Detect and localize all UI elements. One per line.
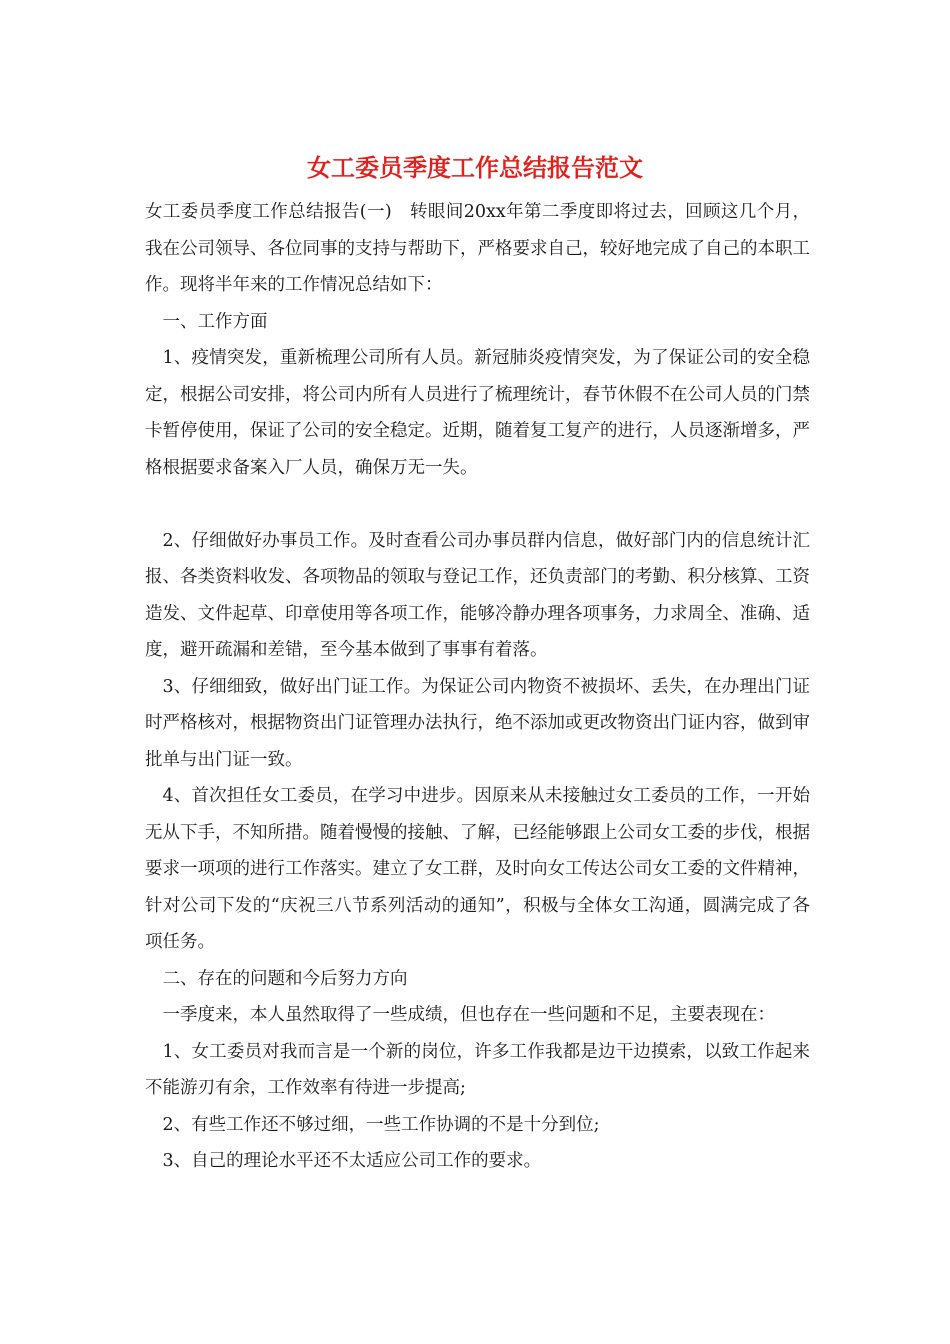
problems-intro-paragraph: 一季度来，本人虽然取得了一些成绩，但也存在一些问题和不足，主要表现在： <box>162 1005 775 1025</box>
work-item-3: 3、仔细细致，做好出门证工作。为保证公司内物资不被损坏、丢失，在办理出门证时严格核对，根据物资出门证管理办法执行，绝不添加或更改物资出门证内容，做到审批单与出门证一致。 <box>145 676 810 770</box>
intro-paragraph: 女工委员季度工作总结报告(一) 转眼间20xx年第二季度即将过去，回顾这几个月，我在公司领导、各位同事的支持与帮助下，严格要求自己，较好地完成了自己的本职工作。现将半年来的工作情况总结如下： <box>145 202 810 295</box>
problem-item-3: 3、自己的理论水平还不太适应公司工作的要求。 <box>162 1151 542 1171</box>
work-item-1: 1、疫情突发，重新梳理公司所有人员。新冠肺炎疫情突发，为了保证公司的安全稳定，根据公司安排，将公司内所有人员进行了梳理统计，春节休假不在公司人员的门禁卡暂停使用，保证了公司的安全稳定。近期，随着复工复产的进行，人员逐渐增多，严格根据要求备案入厂人员，确保万无一失。 <box>145 348 810 478</box>
document-title: 女工委员季度工作总结报告范文 <box>307 153 643 182</box>
section-heading-problems: 二、存在的问题和今后努力方向 <box>162 968 408 989</box>
blank-line <box>145 486 810 523</box>
document-body <box>145 194 810 1180</box>
work-item-4: 4、首次担任女工委员，在学习中进步。因原来从未接触过女工委员的工作，一开始无从下手，不知所措。随着慢慢的接触、了解，已经能够跟上公司女工委的步伐，根据要求一项项的进行工作落实。建立了女工群，及时向女工传达公司女工委的文件精神，针对公司下发的“庆祝三八节系列活动的通知”，积极与全体女工沟通，圆满完成了各项任务。 <box>145 786 810 952</box>
work-item-2: 2、仔细做好办事员工作。及时查看公司办事员群内信息，做好部门内的信息统计汇报、各类资料收发、各项物品的领取与登记工作，还负责部门的考勤、积分核算、工资造发、文件起草、印章使用等各项工作，能够冷静办理各项事务，力求周全、准确、适度，避开疏漏和差错，至今基本做到了事事有着落。 <box>145 530 810 660</box>
problem-item-1: 1、女工委员对我而言是一个新的岗位，许多工作我都是边干边摸索，以致工作起来不能游刃有余，工作效率有待进一步提高; <box>145 1041 810 1098</box>
section-heading-work: 一、工作方面 <box>162 311 268 332</box>
problem-item-2: 2、有些工作还不够过细，一些工作协调的不是十分到位; <box>162 1114 600 1135</box>
